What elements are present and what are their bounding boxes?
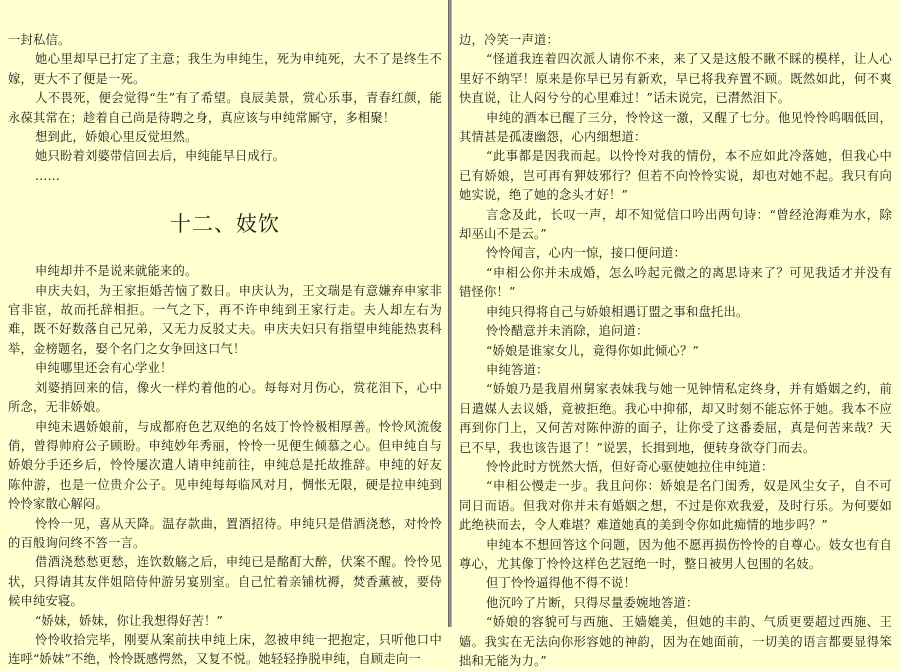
page-divider (448, 0, 452, 627)
paragraph: “申相公慢走一步。我且问你：娇娘是名门闺秀，奴是风尘女子，自不可同日而语。但我对你并未有婚姻之想，不过是你欢我爱，及时行乐。为何要如此绝袂而去，令人难堪？难道她真的美到令你如此痴情的地步吗？” (459, 479, 892, 533)
paragraph: 借酒浇愁愁更愁，连饮数觞之后，申纯已是酩酊大醉，伏案不醒。怜怜见状，只得请其友伴姐陪侍仲游另宴别室。自己忙着亲铺枕褥，焚香薰被，要侍候申纯安寝。 (8, 555, 442, 609)
left-text-bottom (8, 262, 442, 670)
paragraph: 怜怜醋意并未消除，追问道： (486, 324, 649, 339)
left-page (0, 0, 448, 667)
right-page (455, 0, 900, 668)
paragraph: 她心里却早已打定了主意；我生为申纯生，死为申纯死，大不了是终生不嫁，更大不了便是一死。 (8, 52, 442, 86)
paragraph: …… (35, 168, 61, 183)
paragraph: “申相公你并未成婚，怎么吟起元微之的离思诗来了？可见我适才并没有错怪你！” (459, 265, 892, 300)
paragraph: “娇妹，娇妹，你让我想得好苦！” (35, 613, 223, 628)
chapter-title: 十二、妓饮 (170, 212, 280, 237)
paragraph: 刘婆捎回来的信，像火一样灼着他的心。每每对月伤心，赏花泪下，心中所念，无非娇娘。 (8, 380, 442, 415)
paragraph: 申纯却并不是说来就能来的。 (35, 264, 198, 279)
paragraph: “娇娘的容貌可与西施、王嫱媲美，但她的丰韵、气质更要超过西施、王嫱。我实在无法向你形容她的神韵，因为在她面前，一切美的语言都要显得笨拙和无能为力。” (459, 615, 892, 668)
paragraph: 怜怜一见，喜从天降。温存款曲，置酒招待。申纯只是借酒浇愁，对怜怜的百般询问终不答一言。 (8, 516, 442, 550)
paragraph: 怜怜闻言，心内一惊，接口便问道： (486, 246, 686, 261)
paragraph: 边，冷笑一声道： (459, 33, 559, 47)
paragraph: 他沉吟了片断，只得尽量委婉地答道： (486, 595, 699, 610)
paragraph: 申纯的酒本已醒了三分，怜怜这一激，又醒了七分。他见怜怜呜咽低回，其情甚是孤凄幽怨，心内细想道： (459, 110, 892, 145)
paragraph: 怜怜收拾完毕，刚要从案前扶申纯上床，忽被申纯一把抱定，只听他口中连呼“娇妹”不绝，怜怜既感愕然，又复不悦。她轻轻挣脱申纯，自顾走向一 (8, 632, 442, 667)
paragraph: 一封私信。 (8, 33, 71, 47)
paragraph: “娇娘乃是我眉州舅家表妹我与她一见钟情私定终身，并有婚姻之约，前日遣媒人去议婚，竟被拒绝。我心中抑郁，却又时刻不能忘怀于她。我本不应再到你门上，又何苦对陈仲游的面子，让你受了这番委屈，真是何苦来哉？天已不早，我也该告退了！”说罢，长揖到地，便转身欲夺门而去。 (459, 382, 892, 455)
left-text-top (8, 31, 442, 186)
paragraph: 人不畏死，便会觉得“生”有了希望。良辰美景，赏心乐事，青春红颜，能永葆其常在；趁着自己尚是待聘之身，真应该与申纯常厮守，多相聚！ (8, 91, 442, 125)
paragraph: 她只盼着刘婆带信回去后，申纯能早日成行。 (35, 149, 285, 164)
paragraph: 怜怜此时方恍然大悟，但好奇心驱使她拉住申纯道： (486, 459, 774, 474)
paragraph: 言念及此，长叹一声，却不知觉信口吟出两句诗：“曾经沧海难为水，除却巫山不是云。” (459, 207, 892, 242)
paragraph: 想到此，娇娘心里反觉坦然。 (35, 130, 198, 145)
paragraph: 申纯哪里还会有心学业！ (35, 361, 173, 376)
paragraph: 但丁怜怜逼得他不得不说！ (486, 576, 637, 591)
paragraph: 申庆夫妇，为王家拒婚苦恼了数日。申庆认为，王文瑞是有意嫌弃申家非官非宦，故而托辞相拒。一气之下，再不许申纯到王家行走。夫人却左右为难，既不好数落自己兄弟，又无力反驳丈夫。申庆夫妇只有指望申纯能热衷科举，金榜题名，娶个名门之女争回这口气！ (8, 283, 442, 356)
paragraph: 申纯答道： (486, 362, 549, 377)
right-text (459, 31, 892, 671)
paragraph: “娇娘是谁家女儿，竟得你如此倾心？” (486, 343, 699, 358)
paragraph: 申纯只得将自己与娇娘相遇订盟之事和盘托出。 (486, 304, 749, 319)
paragraph: “怪道我连着四次派人请你不来，来了又是这般不瞅不睬的模样，让人心里好不纳罕！原来是你早已另有新欢，早已将我弃置不顾。既然如此，何不爽快直说，让人闷兮兮的心里难过！”话未说完，已潸然泪下。 (459, 52, 892, 106)
paragraph: 申纯本不想回答这个问题，因为他不愿再损伤怜怜的自尊心。妓女也有自尊心，尤其像丁怜怜这样色艺冠绝一时，整日被男人包围的名妓。 (459, 537, 892, 571)
paragraph: 申纯未遇娇娘前，与成都府色艺双绝的名妓丁怜怜极相厚善。怜怜风流俊俏，曾得帅府公子顾盼。申纯妙年秀丽，怜怜一见便生倾慕之心。但申纯自与娇娘分手还乡后，怜怜屡次遣人请申纯前往，申纯总是托故推辞。申纯的好友陈仲游，也是一位贵介公子。见申纯每每临风对月，惆怅无限，硬是拉申纯到怜怜家散心解闷。 (8, 419, 442, 512)
paragraph: “此事都是因我而起。以怜怜对我的情份，本不应如此冷落她，但我心中已有娇娘，岂可再有狎妓邪行？但若不向怜怜实说，却也对她不起。我只有向她实说，绝了她的念头才好！” (459, 149, 892, 203)
